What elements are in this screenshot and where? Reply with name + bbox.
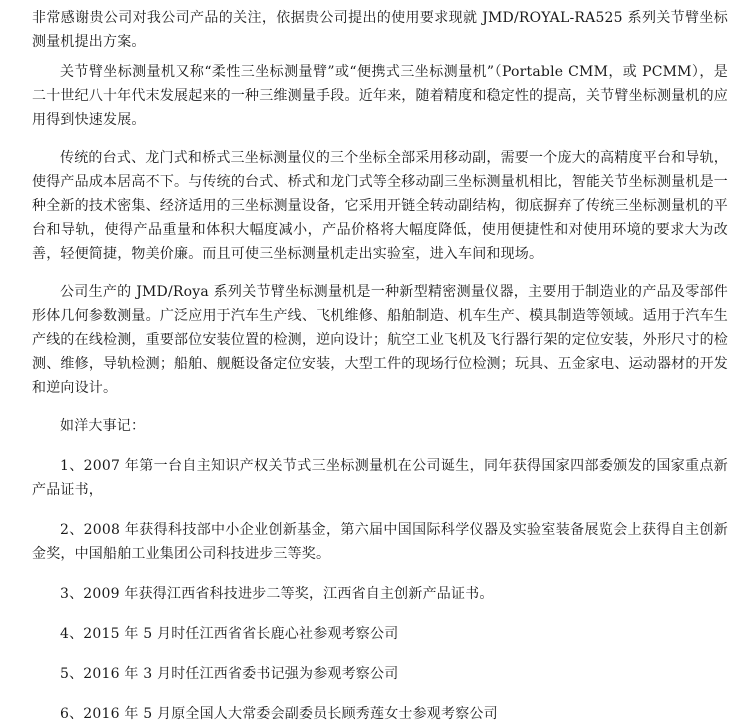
paragraph-cmm-definition: 关节臂坐标测量机又称“柔性三坐标测量臂”或“便携式三坐标测量机”（Portable CMM，或 PCMM），是二十世纪八十年代末发展起来的一种三维测量手段。近年来，随着精度和稳定性的提高，关节臂坐标测量机的应用得到快速发展。	[32, 64, 728, 128]
events-heading: 如洋大事记：	[60, 418, 146, 434]
event-item-3: 3、2009 年获得江西省科技进步二等奖，江西省自主创新产品证书。	[60, 586, 494, 602]
event-item-5: 5、2016 年 3 月时任江西省委书记强为参观考察公司	[60, 666, 399, 682]
intro-paragraph: 非常感谢贵公司对我公司产品的关注，依据贵公司提出的使用要求现就 JMD/ROYAL-RA525 系列关节臂坐标测量机提出方案。	[32, 10, 728, 50]
event-item-6: 6、2016 年 5 月原全国人大常委会副委员长顾秀莲女士参观考察公司	[60, 706, 498, 722]
event-item-1: 1、2007 年第一台自主知识产权关节式三坐标测量机在公司诞生，同年获得国家四部委颁发的国家重点新产品证书，	[32, 458, 728, 498]
event-item-4: 4、2015 年 5 月时任江西省省长鹿心社参观考察公司	[60, 626, 399, 642]
event-item-2: 2、2008 年获得科技部中小企业创新基金，第六届中国国际科学仪器及实验室装备展览会上获得自主创新金奖，中国船舶工业集团公司科技进步三等奖。	[32, 522, 728, 562]
paragraph-traditional-cmm: 传统的台式、龙门式和桥式三坐标测量仪的三个坐标全部采用移动副，需要一个庞大的高精度平台和导轨，使得产品成本居高不下。与传统的台式、桥式和龙门式等全移动副三坐标测量机相比，智能关节坐标测量机是一种全新的技术密集、经济适用的三坐标测量设备，它采用开链全转动副结构，彻底摒弃了传统三坐标测量机的平台和导轨，使得产品重量和体积大幅度减小，产品价格将大幅度降低，使用便捷性和对使用环境的要求大为改善，轻便简捷，物美价廉。而且可使三坐标测量机走出实验室，进入车间和现场。	[32, 150, 728, 262]
paragraph-company-product: 公司生产的 JMD/Roya 系列关节臂坐标测量机是一种新型精密测量仪器，主要用于制造业的产品及零部件形体几何参数测量。广泛应用于汽车生产线、飞机维修、船舶制造、机车生产、模具制造等领域。适用于汽车生产线的在线检测，重要部位安装位置的检测，逆向设计；航空工业飞机及飞行器行架的定位安装，外形尺寸的检测、维修，导轨检测；船舶、舰艇设备定位安装，大型工件的现场行位检测；玩具、五金家电、运动器材的开发和逆向设计。	[32, 284, 728, 396]
